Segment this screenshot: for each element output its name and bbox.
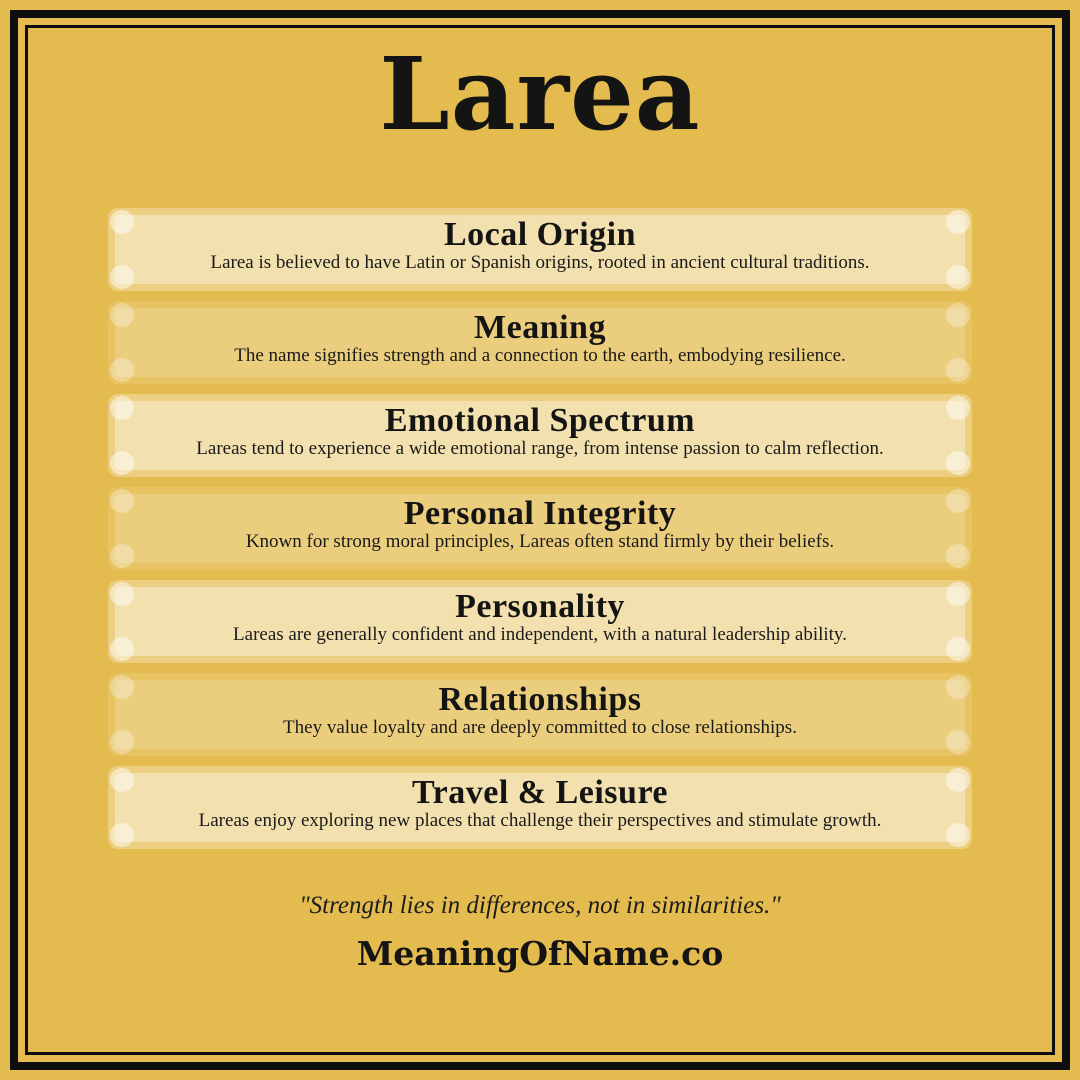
corner-pin-icon (110, 823, 134, 847)
corner-pin-icon (110, 544, 134, 568)
corner-pin-icon (110, 358, 134, 382)
section-card-body (115, 494, 965, 563)
corner-pin-icon (946, 210, 970, 234)
corner-pin-icon (946, 544, 970, 568)
corner-pin-icon (110, 303, 134, 327)
corner-pin-icon (946, 730, 970, 754)
corner-pin-icon (110, 768, 134, 792)
corner-pin-icon (110, 582, 134, 606)
section-title: Emotional Spectrum (384, 402, 696, 439)
corner-pin-icon (110, 730, 134, 754)
section-description: Lareas are generally confident and independent, with a natural leadership ability. (233, 623, 847, 645)
corner-pin-icon (946, 489, 970, 513)
section-card-body (115, 401, 965, 470)
section-card-body (115, 680, 965, 749)
page-title: Larea (379, 35, 701, 153)
corner-pin-icon (946, 265, 970, 289)
section-card-personality (108, 580, 972, 663)
section-title: Personal Integrity (403, 495, 677, 532)
corner-pin-icon (110, 396, 134, 420)
footer-quote: "Strength lies in differences, not in similarities." (299, 892, 781, 919)
section-card-list (108, 208, 972, 849)
section-card-personal-integrity (108, 487, 972, 570)
corner-pin-icon (110, 451, 134, 475)
section-card-body (115, 215, 965, 284)
section-card-body (115, 773, 965, 842)
section-title: Travel & Leisure (411, 774, 669, 811)
corner-pin-icon (110, 265, 134, 289)
poster-content (28, 28, 1052, 1052)
section-card-travel-leisure (108, 766, 972, 849)
section-card-body (115, 308, 965, 377)
section-card-emotional-spectrum (108, 394, 972, 477)
section-description: Lareas tend to experience a wide emotional range, from intense passion to calm reflection. (196, 437, 884, 459)
corner-pin-icon (946, 768, 970, 792)
section-title: Meaning (474, 309, 606, 346)
corner-pin-icon (110, 675, 134, 699)
section-title: Local Origin (443, 216, 637, 253)
corner-pin-icon (110, 210, 134, 234)
section-card-meaning (108, 301, 972, 384)
corner-pin-icon (946, 303, 970, 327)
section-description: They value loyalty and are deeply committed to close relationships. (283, 716, 797, 738)
corner-pin-icon (946, 675, 970, 699)
corner-pin-icon (946, 396, 970, 420)
section-card-local-origin (108, 208, 972, 291)
corner-pin-icon (110, 489, 134, 513)
section-description: Larea is believed to have Latin or Spanish origins, rooted in ancient cultural traditions. (210, 251, 870, 273)
corner-pin-icon (946, 358, 970, 382)
section-description: Lareas enjoy exploring new places that challenge their perspectives and stimulate growth. (198, 809, 882, 831)
corner-pin-icon (946, 637, 970, 661)
section-description: Known for strong moral principles, Lareas often stand firmly by their beliefs. (245, 530, 835, 552)
section-card-body (115, 587, 965, 656)
section-description: The name signifies strength and a connection to the earth, embodying resilience. (234, 344, 846, 366)
section-title: Relationships (438, 681, 642, 718)
brand-name: MeaningOfName.co (356, 934, 724, 973)
corner-pin-icon (110, 637, 134, 661)
section-card-relationships (108, 673, 972, 756)
section-title: Personality (455, 588, 625, 625)
corner-pin-icon (946, 451, 970, 475)
corner-pin-icon (946, 823, 970, 847)
corner-pin-icon (946, 582, 970, 606)
